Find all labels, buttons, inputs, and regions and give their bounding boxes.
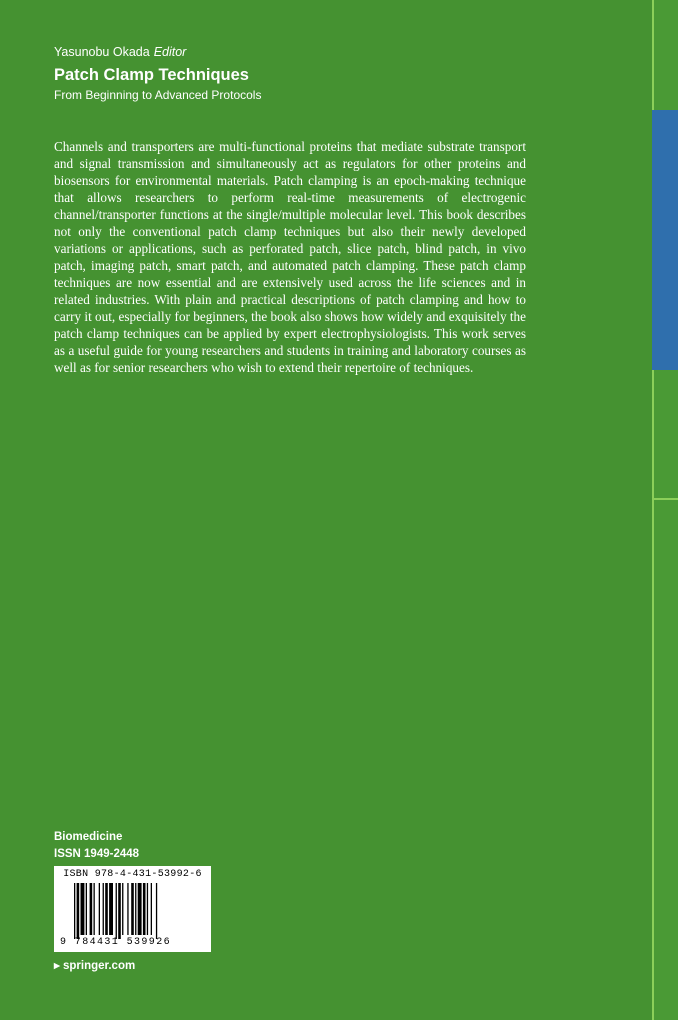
editor-name: Yasunobu Okada xyxy=(54,45,150,59)
barcode-bar xyxy=(118,883,121,939)
series-issn: ISSN 1949-2448 xyxy=(54,848,140,860)
barcode-bar xyxy=(156,883,157,939)
spine-line xyxy=(652,370,654,1020)
isbn-barcode xyxy=(54,866,211,952)
barcode-bar xyxy=(138,883,142,935)
book-title: Patch Clamp Techniques xyxy=(54,66,249,84)
barcode-bar xyxy=(99,883,100,935)
barcode-bar xyxy=(143,883,146,935)
barcode-bar xyxy=(86,883,87,935)
barcode-bar xyxy=(127,883,128,935)
barcode-bar xyxy=(105,883,108,935)
publisher-url[interactable]: springer.com xyxy=(62,960,136,972)
editor-line xyxy=(54,44,614,60)
arrow-icon: ▸ xyxy=(54,960,60,972)
series-info xyxy=(54,829,139,863)
barcode-bars xyxy=(74,883,194,939)
barcode-bar xyxy=(116,883,117,939)
series-name: Biomedicine xyxy=(54,831,123,843)
isbn-label: ISBN 978-4-431-53992-6 xyxy=(63,869,202,880)
editor-role: Editor xyxy=(153,45,187,59)
spine-blue-band xyxy=(652,110,678,370)
spine-line xyxy=(652,0,654,110)
barcode-bar xyxy=(94,883,95,935)
barcode-bar xyxy=(77,883,80,939)
barcode-bar xyxy=(81,883,85,935)
barcode-bar xyxy=(131,883,134,935)
book-blurb: Channels and transporters are multi-functional proteins that mediate substrate transport and signal transmission and simultaneously act as regulators for other proteins and biosensors for environmental materials. Patch clamping is an epoch-making technique that allows researchers to perform real-time measurements of electrogenic channel/transporter functions at the single/multiple molecular level. This book describes not only the conventional patch clamp techniques but also their newly developed variations or applications, such as perforated patch, slice patch, blind patch, in vivo patch, imaging patch, smart patch, and automated patch clamping. These patch clamp techniques are now essential and are extensively used across the life sciences and in related industries. With plain and practical descriptions of patch clamping and how to carry it out, especially for beginners, the book also shows how widely and exquisitely the patch clamp techniques can be applied by expert electrophysiologists. This work serves as a useful guide for young researchers and students in training and laboratory courses as well as for senior researchers who wish to extend their repertoire of techniques. xyxy=(54,139,526,375)
publisher-link[interactable] xyxy=(54,958,135,972)
barcode-bar xyxy=(74,883,75,939)
book-subtitle: From Beginning to Advanced Protocols xyxy=(54,88,262,102)
cover-header xyxy=(54,44,614,103)
barcode-bar xyxy=(122,883,123,935)
barcode-bar xyxy=(103,883,104,935)
barcode-digits: 9 784431 539926 xyxy=(60,937,172,948)
spine-divider xyxy=(652,498,678,500)
barcode-bar xyxy=(109,883,113,935)
barcode-bar xyxy=(151,883,152,935)
barcode-bar xyxy=(90,883,93,935)
barcode-bar xyxy=(135,883,136,935)
barcode-bar xyxy=(147,883,148,935)
